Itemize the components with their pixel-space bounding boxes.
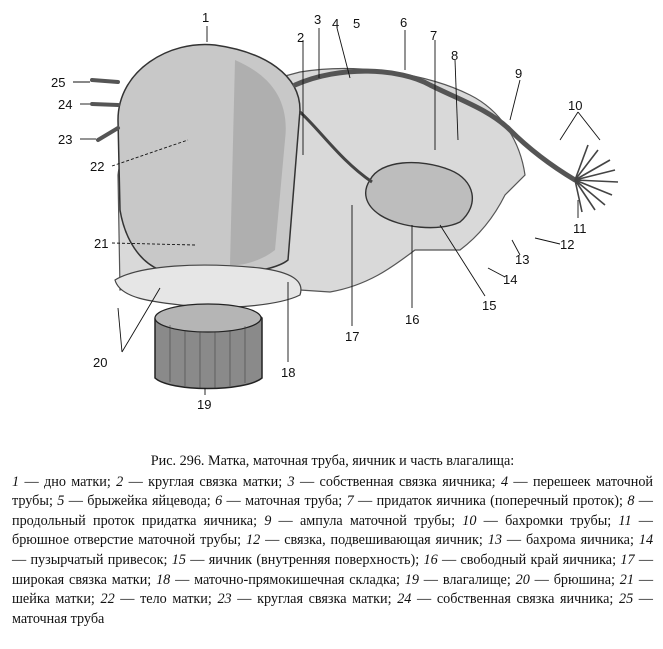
legend-item-number: 13 bbox=[487, 532, 502, 549]
legend-item-text: круглая связка матки bbox=[148, 473, 279, 490]
label-6: 6 bbox=[400, 15, 408, 30]
legend-item: 16 — свободный край яичника; bbox=[423, 551, 621, 568]
legend-item: 15 — яичник (внутренняя поверхность); bbox=[171, 551, 424, 568]
legend-item: 23 — круглая связка матки; bbox=[217, 591, 398, 608]
legend-item-text: шейка матки bbox=[12, 591, 91, 608]
label-15: 15 bbox=[482, 298, 497, 313]
legend-item-number: 3 bbox=[287, 473, 295, 490]
legend-item-text: перешеек маточной трубы bbox=[12, 473, 654, 510]
legend-item: 12 — связка, подвешивающая яичник; bbox=[245, 532, 488, 549]
legend-item-number: 23 bbox=[217, 591, 232, 608]
label-4: 4 bbox=[332, 16, 340, 31]
figure-caption bbox=[12, 452, 653, 629]
legend-item: 9 — ампула маточной трубы; bbox=[264, 512, 463, 529]
legend-item-number: 4 bbox=[500, 473, 509, 490]
legend-item-number: 9 bbox=[264, 512, 272, 529]
legend-item-text: маточная труба bbox=[245, 493, 339, 510]
legend-item-number: 22 bbox=[100, 591, 115, 608]
label-5: 5 bbox=[353, 16, 361, 31]
legend-item-number: 19 bbox=[404, 571, 419, 588]
legend-item-number: 2 bbox=[116, 473, 124, 490]
legend-item-text: собственная связка яичника bbox=[319, 473, 492, 490]
label-19: 19 bbox=[197, 397, 212, 412]
label-12: 12 bbox=[560, 237, 575, 252]
legend-item: 3 — собственная связка яичника; bbox=[287, 473, 501, 490]
legend-item-text: ампула маточной трубы bbox=[299, 512, 452, 529]
label-14: 14 bbox=[503, 272, 518, 287]
legend-item: 6 — маточная труба; bbox=[215, 493, 347, 510]
legend-item-text: маточная труба bbox=[12, 610, 105, 627]
label-1: 1 bbox=[202, 10, 210, 25]
figure-legend bbox=[12, 473, 653, 630]
legend-item-number: 10 bbox=[462, 512, 477, 529]
label-10: 10 bbox=[568, 98, 583, 113]
label-24: 24 bbox=[58, 97, 73, 112]
legend-item: 18 — маточно-прямокишечная складка; bbox=[156, 571, 405, 588]
legend-item-number: 17 bbox=[620, 551, 635, 568]
legend-item-number: 21 bbox=[619, 571, 634, 588]
caption-title: Рис. 296. Матка, маточная труба, яичник и часть влагалища: bbox=[150, 453, 515, 469]
legend-item-text: брыжейка яйцевода bbox=[87, 493, 207, 510]
label-3: 3 bbox=[314, 12, 322, 27]
legend-item-number: 20 bbox=[515, 571, 530, 588]
legend-item: 22 — тело матки; bbox=[100, 591, 218, 608]
legend-item: 19 — влагалище; bbox=[404, 571, 516, 588]
legend-item-text: тело матки bbox=[140, 591, 208, 608]
legend-item: 1 — дно матки; bbox=[12, 473, 117, 490]
label-25: 25 bbox=[51, 75, 66, 90]
legend-item-number: 25 bbox=[618, 591, 634, 608]
legend-item-text: бахрома яичника bbox=[525, 532, 630, 549]
legend-item-text: свободный край яичника bbox=[460, 551, 613, 568]
legend-item: 5 — брыжейка яйцевода; bbox=[57, 493, 216, 510]
legend-item-text: собственная связка яичника bbox=[436, 591, 610, 608]
legend-item-text: круглая связка матки bbox=[257, 591, 388, 608]
legend-item: 14 — пузырчатый привесок; bbox=[12, 532, 654, 568]
label-9: 9 bbox=[515, 66, 523, 81]
legend-item-number: 14 bbox=[638, 532, 654, 549]
left-ligament-stubs bbox=[92, 80, 118, 140]
peritoneum-fold-shape bbox=[115, 265, 301, 307]
label-22: 22 bbox=[90, 159, 105, 174]
label-20: 20 bbox=[93, 355, 108, 370]
legend-item: 13 — бахрома яичника; bbox=[487, 532, 639, 549]
label-13: 13 bbox=[515, 252, 530, 267]
label-7: 7 bbox=[430, 28, 438, 43]
legend-item: 7 — придаток яичника (поперечный проток); bbox=[346, 493, 628, 510]
label-17: 17 bbox=[345, 329, 360, 344]
legend-item-text: бахромки трубы bbox=[505, 512, 608, 529]
legend-item: 25 — маточная труба bbox=[12, 591, 653, 627]
legend-item-number: 18 bbox=[156, 571, 171, 588]
legend-item: 8 — продольный проток придатка яичника; bbox=[12, 493, 653, 529]
legend-item-text: яичник (внутренняя поверхность) bbox=[208, 551, 416, 568]
legend-item-text: широкая связка матки bbox=[12, 571, 148, 588]
legend-item-number: 12 bbox=[245, 532, 261, 549]
label-18: 18 bbox=[281, 365, 296, 380]
legend-item-text: влагалище bbox=[442, 571, 507, 588]
legend-item: 17 — широкая связка матки; bbox=[12, 551, 653, 588]
legend-item-text: придаток яичника (поперечный проток) bbox=[376, 493, 620, 510]
legend-item-text: пузырчатый привесок bbox=[30, 551, 164, 568]
label-8: 8 bbox=[451, 48, 459, 63]
legend-item-number: 5 bbox=[57, 493, 65, 510]
legend-item: 21 — шейка матки; bbox=[12, 571, 654, 608]
fimbriae-shape bbox=[575, 145, 618, 212]
label-16: 16 bbox=[405, 312, 420, 327]
legend-item: 10 — бахромки трубы; bbox=[462, 512, 619, 529]
legend-item-number: 15 bbox=[171, 551, 186, 568]
legend-item-text: брюшное отверстие маточной трубы bbox=[12, 532, 238, 549]
legend-item: 20 — брюшина; bbox=[515, 571, 620, 588]
legend-item-text: дно матки bbox=[44, 473, 107, 490]
legend-item-number: 16 bbox=[423, 551, 438, 568]
legend-item-number: 24 bbox=[397, 591, 412, 608]
label-23: 23 bbox=[58, 132, 73, 147]
label-11: 11 bbox=[573, 221, 587, 236]
legend-item-text: брюшина bbox=[553, 571, 612, 588]
legend-item: 24 — собственная связка яичника; bbox=[397, 591, 619, 608]
legend-item-text: связка, подвешивающая яичник bbox=[284, 532, 479, 549]
legend-item: 2 — круглая связка матки; bbox=[116, 473, 288, 490]
legend-item-text: маточно-прямокишечная складка bbox=[194, 571, 396, 588]
legend-item: 11 — брюшное отверстие маточной трубы; bbox=[12, 512, 653, 549]
legend-item-text: продольный проток придатка яичника bbox=[12, 512, 254, 529]
legend-item-number: 6 bbox=[215, 493, 223, 510]
legend-item-number: 8 bbox=[627, 493, 635, 510]
legend-item-number: 7 bbox=[346, 493, 354, 510]
label-21: 21 bbox=[94, 236, 109, 251]
label-2: 2 bbox=[297, 30, 305, 45]
legend-item: 4 — перешеек маточной трубы; bbox=[12, 473, 654, 510]
legend-item-number: 11 bbox=[618, 512, 632, 529]
legend-item-number: 1 bbox=[12, 473, 20, 490]
